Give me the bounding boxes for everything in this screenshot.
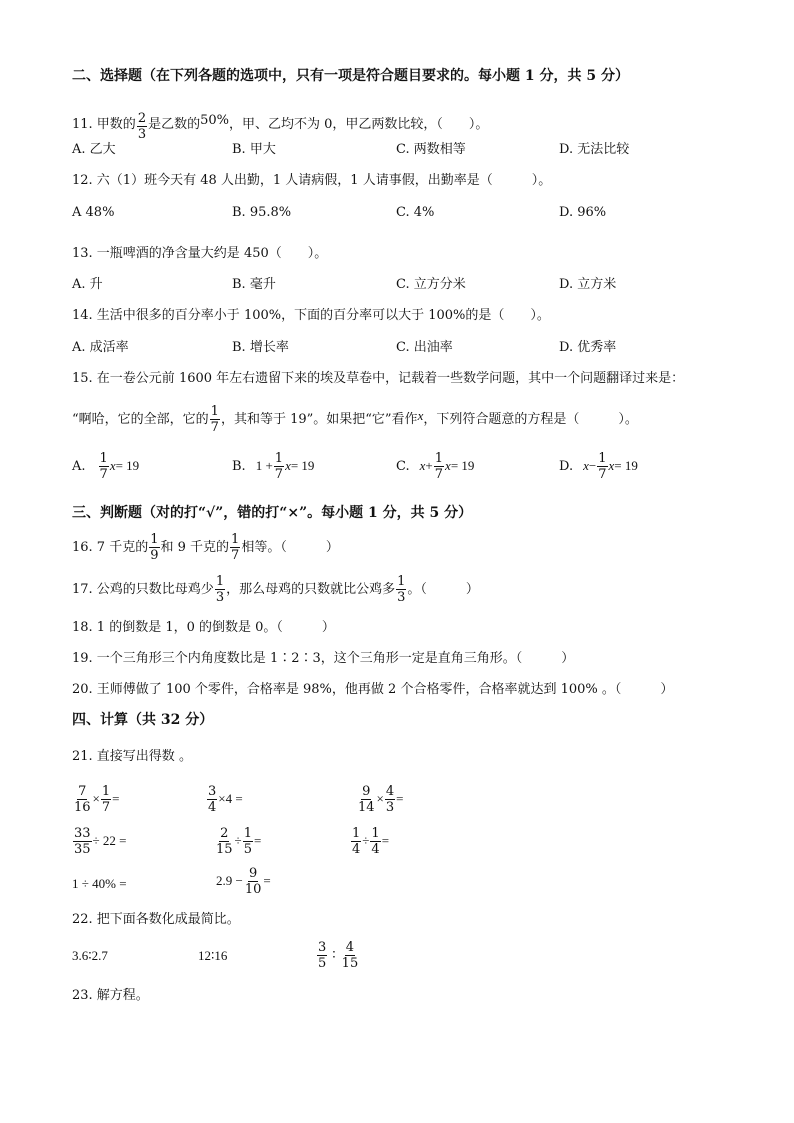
q13-option-b[interactable]: B. 毫升 [232,277,276,292]
q13-option-a[interactable]: A. 升 [72,277,103,292]
q11-option-a[interactable]: A. 乙大 [72,142,116,157]
q15-option-a[interactable]: A. $\frac{1}{7}$ x= 19 [72,451,140,482]
question-23: 23. 解方程。 [72,988,149,1003]
q11-option-d[interactable]: D. 无法比较 [559,142,630,157]
fraction: $\frac{1}{7}$ [210,404,219,435]
question-19: 19. 一个三角形三个内角度数比是 1∶2∶3，这个三角形一定是直角三角形。（ ） [72,651,575,666]
fraction: $\frac{2}{15}$ [216,826,233,857]
fraction: $\frac{33}{35}$ [74,826,91,857]
fraction: $\frac{2}{3}$ [137,111,147,142]
fraction: $\frac{1}{4}$ [352,826,361,857]
q12-option-c[interactable]: C. 4% [396,205,435,220]
q13-option-c[interactable]: C. 立方分米 [396,277,466,292]
q14-option-b[interactable]: B. 增长率 [232,340,289,355]
fraction: $\frac{9}{14}$ [358,784,375,815]
section-3-title: 三、判断题（对的打“√”，错的打“×”。每小题 1 分，共 5 分） [72,505,473,521]
q13-option-d[interactable]: D. 立方米 [559,277,617,292]
fraction: $\frac{7}{16}$ [74,784,91,815]
fraction: $\frac{3}{4}$ [208,784,217,815]
ratio-2: 12∶16 [198,948,228,963]
question-11-text-a: 11. 甲数的 [72,117,136,132]
section-4-title: 四、计算（共 32 分） [72,712,214,728]
question-17: 17. 公鸡的只数比母鸡少 $\frac{1}{3}$ ，那么母鸡的只数就比公鸡多 $\frac{1}{3}$ 。（ ） [72,574,479,605]
section-2-title: 二、选择题（在下列各题的选项中，只有一项是符合题目要求的。每小题 1 分，共 5 分） [72,68,629,84]
fraction: $\frac{4}{3}$ [385,784,395,815]
question-12: 12. 六（1）班今天有 48 人出勤，1 人请病假，1 人请事假，出勤率是（ ）。 [72,173,552,188]
q14-option-d[interactable]: D. 优秀率 [559,340,617,355]
ratio-1: 3.6∶2.7 [72,948,108,963]
calc-3: $\frac{9}{14}$ × $\frac{4}{3}$ = [358,784,404,815]
question-20: 20. 王师傅做了 100 个零件，合格率是 98%，他再做 2 个合格零件，合格率就达到 100% 。（ ） [72,682,674,697]
question-13: 13. 一瓶啤酒的净含量大约是 450（ ）。 [72,246,328,261]
fraction: $\frac{1}{7}$ [598,451,607,482]
fraction: $\frac{4}{15}$ [341,940,359,971]
fraction: $\frac{1}{7}$ [274,451,284,482]
q15-option-b[interactable]: B. 1 + $\frac{1}{7}$ x= 19 [232,451,315,482]
q11-option-c[interactable]: C. 两数相等 [396,142,466,157]
fraction: $\frac{9}{10}$ [244,866,262,897]
question-15-line-2: “啊哈，它的全部，它的 $\frac{1}{7}$ ，其和等于 19”。如果把“它”看作x，下列符合题意的方程是（ ）。 [72,404,638,435]
q12-option-b[interactable]: B. 95.8% [232,205,292,220]
q11-option-b[interactable]: B. 甲大 [232,142,276,157]
fraction: $\frac{1}{9}$ [150,532,159,563]
calc-8: 2.9 − $\frac{9}{10}$ = [216,866,271,897]
q12-option-d[interactable]: D. 96% [559,205,607,220]
question-15-line-1: 15. 在一卷公元前 1600 年左右遗留下来的埃及草卷中，记载着一些数学问题，其中一个问题翻译过来是： [72,371,685,386]
fraction: $\frac{1}{7}$ [99,451,108,482]
q12-option-a[interactable]: A 48% [72,205,115,220]
q15-option-d[interactable]: D. x− $\frac{1}{7}$ x= 19 [559,451,638,482]
question-21: 21. 直接写出得数 。 [72,749,192,764]
calc-6: $\frac{1}{4}$ ÷ $\frac{1}{4}$ = [352,826,390,857]
percent-value: 50% [200,113,230,128]
fraction: $\frac{1}{3}$ [215,574,225,605]
calc-5: $\frac{2}{15}$ ÷ $\frac{1}{5}$ = [216,826,262,857]
calc-1: $\frac{7}{16}$ × $\frac{1}{7}$ = [74,784,120,815]
question-11: 11. 甲数的 $\frac{2}{3}$ 是乙数的50%，甲、乙均不为 0，甲乙两数比较，（ ）。 [72,111,489,142]
calc-7: 1 ÷ 40% = [72,876,127,891]
fraction: $\frac{1}{4}$ [371,826,380,857]
fraction: $\frac{1}{3}$ [397,574,406,605]
q14-option-a[interactable]: A. 成活率 [72,340,129,355]
calc-4: $\frac{33}{35}$ ÷ 22 = [74,826,127,857]
fraction: $\frac{1}{7}$ [434,451,444,482]
calc-2: $\frac{3}{4}$ ×4 = [208,784,243,815]
q14-option-c[interactable]: C. 出油率 [396,340,453,355]
fraction: $\frac{1}{7}$ [101,784,111,815]
question-16: 16. 7 千克的 $\frac{1}{9}$ 和 9 千克的 $\frac{1}{7}$ 相等。（ ） [72,532,339,563]
q15-option-c[interactable]: C. x+ $\frac{1}{7}$ x= 19 [396,451,475,482]
question-18: 18. 1 的倒数是 1，0 的倒数是 0。（ ） [72,620,335,635]
fraction: $\frac{1}{5}$ [243,826,252,857]
fraction: $\frac{1}{7}$ [231,532,240,563]
question-14: 14. 生活中很多的百分率小于 100%，下面的百分率可以大于 100%的是（ ）。 [72,308,550,323]
fraction: $\frac{3}{5}$ [318,940,327,971]
ratio-3: $\frac{3}{5}$ ∶ $\frac{4}{15}$ [318,940,359,971]
question-22: 22. 把下面各数化成最简比。 [72,912,240,927]
